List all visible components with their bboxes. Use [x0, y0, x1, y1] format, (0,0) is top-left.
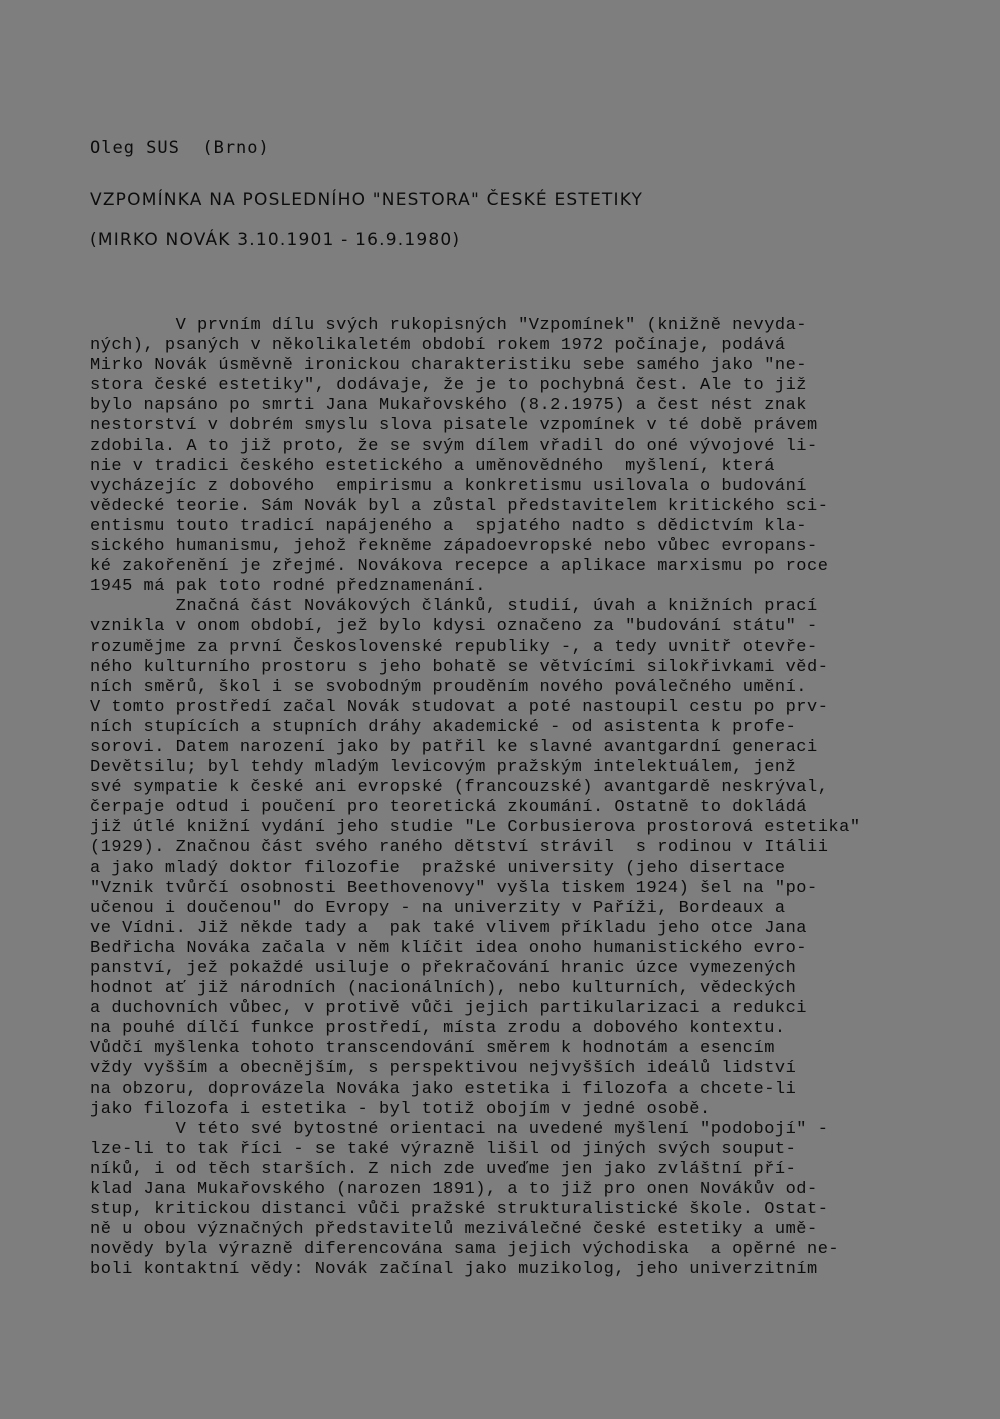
body-text-line: klad Jana Mukařovského (narozen 1891), a to již pro onen Novákův od- — [90, 1180, 818, 1200]
body-text-line: boli kontaktní vědy: Novák začínal jako muzikolog, jeho univerzitním — [90, 1260, 818, 1280]
body-text-line: na pouhé dílčí funkce prostředí, místa zrodu a dobového kontextu. — [90, 1019, 786, 1039]
body-text-line: sorovi. Datem narození jako by patřil ke slavné avantgardní generaci — [90, 737, 818, 757]
body-text-line: vědecké teorie. Sám Novák byl a zůstal představitelem kritického sci- — [90, 496, 829, 516]
body-text-line: ného kulturního prostoru s jeho bohatě se větvícími silokřivkami věd- — [90, 657, 829, 677]
body-text-line: nestorství v dobrém smyslu slova pisatele vzpomínek v té době právem — [90, 416, 818, 436]
body-text-line: ních stupících a stupních dráhy akademické - od asistenta k profe- — [90, 717, 797, 737]
body-text-line: ké zakořenění je zřejmé. Novákova recepce a aplikace marxismu po roce — [90, 557, 829, 577]
body-text-line: jako filozofa i estetika - byl totiž obojím v jedné osobě. — [90, 1099, 711, 1119]
body-text-line: již útlé knižní vydání jeho studie "Le Corbusierova prostorová estetika" — [90, 818, 861, 838]
body-text-line: vždy vyšším a obecnějším, s perspektivou nejvyšších ideálů lidství — [90, 1059, 797, 1079]
body-text-line: stup, kritickou distanci vůči pražské strukturalistické škole. Ostat- — [90, 1200, 829, 1220]
article-body — [90, 316, 920, 1281]
body-text-line: své sympatie k české ani evropské (francouzské) avantgardě neskrýval, — [90, 778, 829, 798]
body-text-line: rozumějme za první Československé republiky -, a tedy uvnitř otevře- — [90, 637, 818, 657]
body-text-line: a duchovních vůbec, v protivě vůči jejich partikularizaci a redukci — [90, 999, 808, 1019]
body-text-line: stora české estetiky", dodávaje, že je to pochybná čest. Ale to již — [90, 376, 808, 396]
body-text-line: bylo napsáno po smrti Jana Mukařovského (8.2.1975) a čest nést znak — [90, 396, 808, 416]
body-text-line: (1929). Značnou část svého raného dětství strávil s rodinou v Itálii — [90, 838, 829, 858]
body-text-line: entismu touto tradicí napájeného a spjatého nadto s dědictvím kla- — [90, 516, 808, 536]
body-text-line: lze-li to tak říci - se také výrazně lišil od jiných svých souput- — [90, 1139, 797, 1159]
subtitle-dates: (MIRKO NOVÁK 3.10.1901 - 16.9.1980) — [90, 230, 461, 250]
author-line: Oleg SUS (Brno) — [90, 138, 270, 158]
body-text-line: Mirko Novák úsměvně ironickou charakteristiku sebe samého jako "ne- — [90, 356, 808, 376]
body-text-line: vycházejíc z dobového empirismu a konkretismu usilovala o budování — [90, 476, 808, 496]
body-text-line: čerpaje odtud i poučení pro teoretická zkoumání. Ostatně to dokládá — [90, 798, 808, 818]
body-text-line: panství, jež pokaždé usiluje o překračování hranic úzce vymezených — [90, 959, 797, 978]
body-text-line: Bedřicha Nováka začala v něm klíčit idea onoho humanistického evro- — [90, 938, 808, 958]
body-text-line: 1945 má pak toto rodné předznamenání. — [90, 577, 486, 597]
body-text-line: ných), psaných v několikaletém období rokem 1972 počínaje, podává — [90, 336, 786, 356]
body-text-line: V tomto prostředí začal Novák studovat a poté nastoupil cestu po prv- — [90, 697, 829, 717]
body-text-line: na obzoru, doprovázela Nováka jako estetika i filozofa a chcete-li — [90, 1079, 797, 1099]
body-text-line: zdobila. A to již proto, že se svým dílem vřadil do oné vývojové li- — [90, 436, 818, 456]
body-text-line: a jako mladý doktor filozofie pražské university (jeho disertace — [90, 858, 786, 878]
body-text-line: Devětsilu; byl tehdy mladým levicovým pražským intelektuálem, jenž — [90, 758, 797, 778]
body-text-line: níků, i od těch starších. Z nich zde uveďme jen jako zvláštní pří- — [90, 1159, 797, 1179]
body-text-line: vznikla v onom období, jež bylo kdysi označeno za "budování státu" - — [90, 617, 818, 637]
body-text-line: ních směrů, škol i se svobodným prouděním nového poválečného umění. — [90, 677, 808, 697]
body-text-line: Vůdčí myšlenka tohoto transcendování směrem k hodnotám a esencím — [90, 1039, 775, 1059]
body-text-line: Značná část Novákových článků, studií, úvah a knižních prací — [90, 597, 818, 617]
body-text-line: ně u obou význačných představitelů meziválečné české estetiky a umě- — [90, 1220, 818, 1240]
body-text-line: novědy byla výrazně diferencována sama jejich východiska a opěrné ne- — [90, 1240, 840, 1260]
body-text-line: hodnot ať již národních (nacionálních), nebo kulturních, vědeckých — [90, 979, 797, 999]
body-text-line: učenou i doučenou" do Evropy - na univerzity v Paříži, Bordeaux a — [90, 898, 786, 918]
article-title: VZPOMÍNKA NA POSLEDNÍHO "NESTORA" ČESKÉ ESTETIKY — [90, 190, 644, 210]
body-text-line: V této své bytostné orientaci na uvedené myšlení "podobojí" - — [90, 1119, 829, 1139]
body-text-line: sického humanismu, jehož řekněme západoevropské nebo vůbec evropans- — [90, 537, 818, 557]
body-text-line: ve Vídni. Již někde tady a pak také vlivem příkladu jeho otce Jana — [90, 918, 808, 938]
body-text-line: "Vznik tvůrčí osobnosti Beethovenovy" vyšla tiskem 1924) šel na "po- — [90, 878, 818, 898]
body-text-line: V prvním dílu svých rukopisných "Vzpomínek" (knižně nevyda- — [90, 316, 808, 335]
body-text-line: nie v tradici českého estetického a uměnovědného myšlení, která — [90, 456, 775, 476]
